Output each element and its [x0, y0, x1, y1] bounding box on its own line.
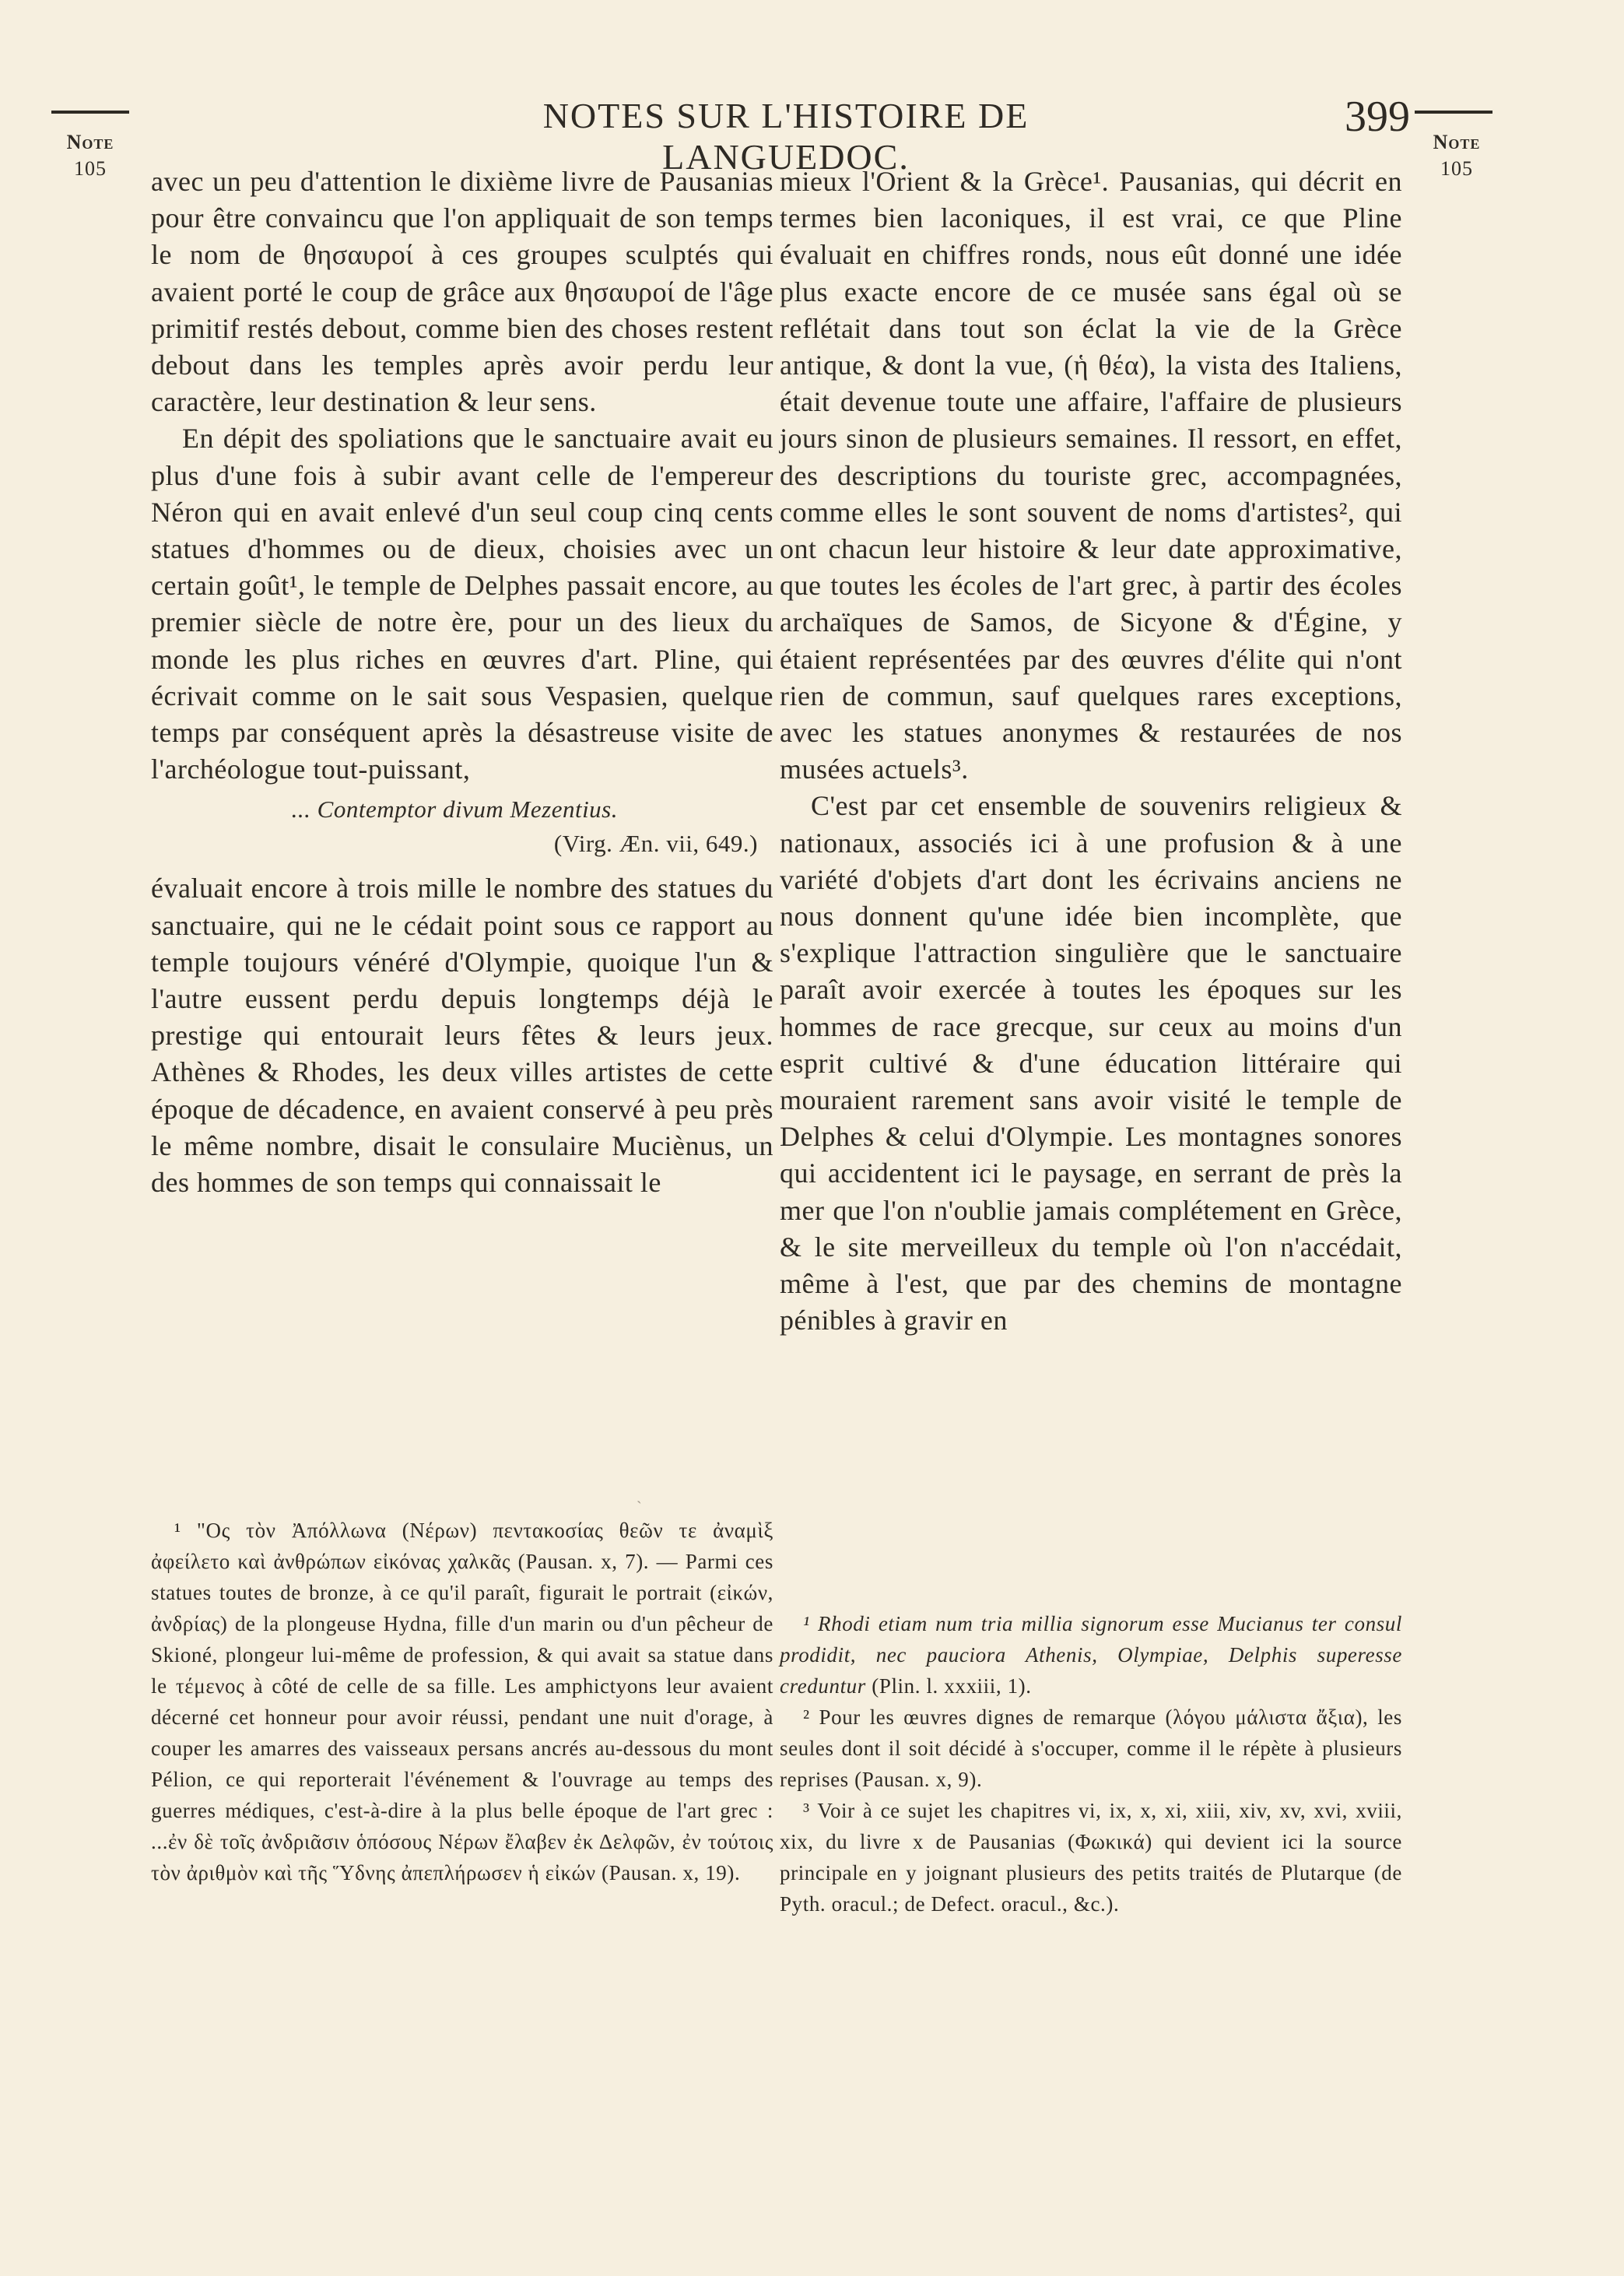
quote-verse	[151, 792, 773, 827]
verse-quotation	[151, 792, 773, 861]
left-margin-note	[44, 129, 137, 182]
right-margin-label: Note	[1433, 131, 1481, 153]
right-paragraph-2: C'est par cet ensemble de souvenirs religieux & nationaux, associés ici à une profusion & à une variété d'objets d'art dont les écrivains anciens ne nous donnent qu'une idée bien incomplète, que s'explique l'attraction singulière que le sanctuaire paraît avoir exercée à toutes les époques sur les hommes de race grecque, sur ceux au moins d'un esprit cultivé & d'une éducation littéraire qui mouraient rarement sans avoir visité le temple de Delphes & celui d'Olympie. Les montagnes sonores qui accidentent ici le paysage, en serrant de près la mer que l'on n'oublie jamais complétement en Grèce, & le site merveilleux du temple où l'on n'accédait, même à l'est, que par des chemins de montagne pénibles à gravir en	[780, 790, 1402, 1336]
right-footnote-1-latin: ¹ Rhodi etiam num tria millia signorum esse Mucianus ter consul prodidit, nec pauciora Athenis, Olympiae, Delphis superesse creduntur	[780, 1612, 1402, 1698]
quote-verse-text: ... Contemptor divum Mezentius.	[291, 796, 618, 824]
left-footnote-1: ¹ "Ος τὸν Ἀπόλλωνα (Νέρων) πεντακοσίας θεῶν τε ἀναμὶξ ἀφείλετο καὶ ἀνθρώπων εἰκόνας χαλκᾶς (Pausan. x, 7). — Parmi ces statues toutes de bronze, à ce qu'il paraît, figurait le portrait (εἰκών, ἀνδρίας) de la plongeuse Hydna, fille d'un marin ou d'un pêcheur de Skioné, plongeur lui-même de profession, & qui avait sa statue dans le τέμενος à côté de celle de sa fille. Les amphictyons leur avaient décerné cet honneur pour avoir réussi, pendant une nuit d'orage, à couper les amarres des vaisseaux persans ancrés au-dessous du mont Pélion, ce qui reporterait l'événement & l'ouvrage au temps des guerres médiques, c'est-à-dire à la plus belle époque de l'art grec : ...ἐν δὲ τοῖς ἀνδριᾶσιν ὁπόσους Νέρων ἔλαβεν ἐκ Δελφῶν, ἐν τούτοις τὸν ἀριθμὸν καὶ τῆς Ὕδνης ἀπεπλήρωσεν ἡ εἰκών (Pausan. x, 19).	[151, 1519, 773, 1884]
right-column	[780, 163, 1402, 1340]
right-footnotes	[780, 1608, 1402, 1919]
right-margin-number: 105	[1440, 157, 1473, 180]
left-paragraph-3: évaluait encore à trois mille le nombre des statues du sanctuaire, qui ne le cédait point sous ce rapport au temple toujours vénéré d'Olympie, quoique l'un & l'autre eussent perdu depuis longtemps déjà le prestige qui entourait leurs fêtes & leurs jeux. Athènes & Rhodes, les deux villes artistes de cette époque de décadence, en avaient conservé à peu près le même nombre, disait le consulaire Muciènus, un des hommes de son temps qui connaissait le	[151, 873, 773, 1199]
right-footnote-1	[780, 1608, 1402, 1702]
left-column	[151, 163, 773, 1201]
left-margin-rule	[51, 111, 129, 114]
left-paragraph-1: avec un peu d'attention le dixième livre de Pausanias pour être convaincu que l'on appliquait de son temps le nom de θησαυροί à ces groupes sculptés qui avaient porté le coup de grâce aux θησαυροί de l'âge primitif restés debout, comme bien des choses restent debout dans les temples après avoir perdu leur caractère, leur destination & leur sens.	[151, 166, 773, 418]
left-footnotes	[151, 1515, 773, 1888]
running-title: NOTES SUR L'HISTOIRE DE LANGUEDOC.	[542, 96, 1029, 177]
quote-source: (Virg. Æn. vii, 649.)	[553, 830, 758, 858]
left-margin-label: Note	[66, 131, 114, 153]
page-number: 399	[1345, 93, 1410, 141]
left-paragraph-2: En dépit des spoliations que le sanctuaire avait eu plus d'une fois à subir avant celle de l'empereur Néron qui en avait enlevé d'un seul coup cinq cents statues d'hommes ou de dieux, choisies avec un certain goût¹, le temple de Delphes passait encore, au premier siècle de notre ère, pour un des lieux du monde les plus riches en œuvres d'art. Pline, qui écrivait comme on le sait sous Vespasien, quelque temps par conséquent après la désastreuse visite de l'archéologue tout-puissant,	[151, 423, 773, 785]
left-margin-number: 105	[74, 157, 107, 180]
right-paragraph-1: mieux l'Orient & la Grèce¹. Pausanias, qui décrit en termes bien laconiques, il est vrai, ce que Pline évaluait en chiffres ronds, nous eût donné une idée plus exacte encore de ce musée sans égal où se reflétait dans tout son éclat la vie de la Grèce antique, & dont la vue, (ἡ θέα), la vista des Italiens, était devenue toute une affaire, l'affaire de plusieurs jours sinon de plusieurs semaines. Il ressort, en effet, des descriptions du touriste grec, accompagnées, comme elles le sont souvent de noms d'artistes², qui ont chacun leur histoire & leur date approximative, que toutes les écoles de l'art grec, à partir des écoles archaïques de Samos, de Sicyone & d'Égine, y étaient représentées par des œuvres d'élite qui n'ont rien de commun, sauf quelques rares exceptions, avec les statues anonymes & restaurées de nos musées actuels³.	[780, 166, 1402, 785]
ornament-mark: ˏ	[637, 1485, 642, 1504]
right-footnote-1-ref: (Plin. l. xxxiii, 1).	[872, 1674, 1032, 1698]
right-footnote-3: ³ Voir à ce sujet les chapitres vi, ix, x, xi, xiii, xiv, xv, xvi, xviii, xix, du livre x de Pausanias (Φωκικά) qui devient ici la source principale en y joignant plusieurs des petits traités de Plutarque (de Pyth. oracul.; de Defect. oracul., &c.).	[780, 1799, 1402, 1916]
right-footnote-2: ² Pour les œuvres dignes de remarque (λόγου μάλιστα ἄξια), les seules dont il soit décidé à s'occuper, comme il le répète à plusieurs reprises (Pausan. x, 9).	[780, 1705, 1402, 1791]
